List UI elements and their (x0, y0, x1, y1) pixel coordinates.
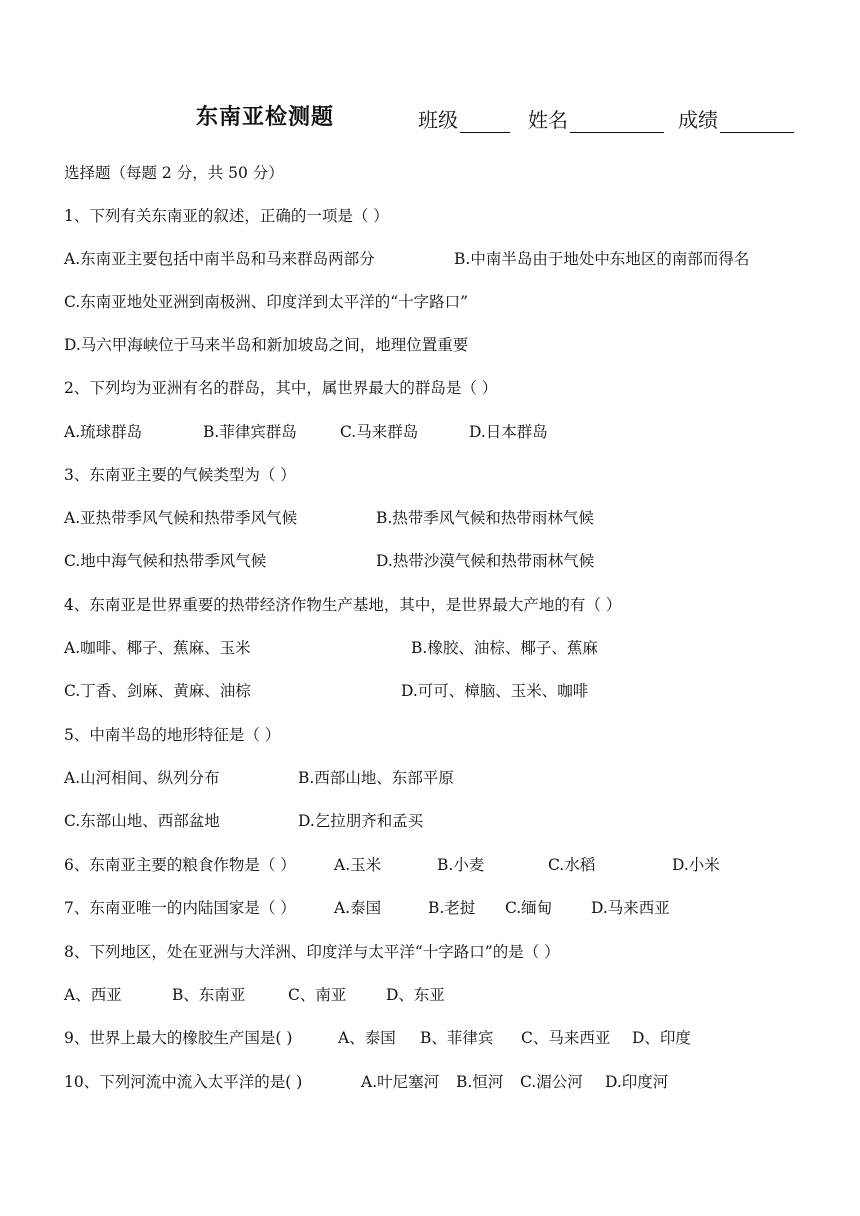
question-4-option-c[interactable]: C.丁香、剑麻、黄麻、油棕 (64, 682, 251, 700)
class-field (418, 104, 510, 133)
question-10-option-d[interactable]: D.印度河 (605, 1073, 669, 1091)
question-2-option-a[interactable]: A.琉球群岛 (64, 423, 143, 441)
name-label: 姓名 (528, 108, 568, 132)
question-6 (64, 853, 720, 875)
question-8-option-d[interactable]: D、东亚 (386, 986, 445, 1004)
question-1-option-a[interactable]: A.东南亚主要包括中南半岛和马来群岛两部分 (64, 250, 375, 268)
question-10-option-c[interactable]: C.湄公河 (520, 1073, 583, 1091)
question-1-option-c[interactable]: C.东南亚地处亚洲到南极洲、印度洋到太平洋的“十字路口” (64, 293, 469, 311)
question-4-option-b[interactable]: B.橡胶、油棕、椰子、蕉麻 (411, 639, 598, 657)
section-heading: 选择题（每题 2 分，共 50 分） (64, 164, 284, 182)
question-7-option-c[interactable]: C.缅甸 (505, 899, 553, 917)
question-3-stem: 3、东南亚主要的气候类型为（ ） (64, 466, 296, 484)
question-5-stem: 5、中南半岛的地形特征是（ ） (64, 726, 281, 744)
question-9-option-b[interactable]: B、菲律宾 (420, 1029, 494, 1047)
question-7-option-d[interactable]: D.马来西亚 (591, 899, 670, 917)
score-field (678, 104, 794, 133)
name-field (528, 104, 664, 133)
question-4-option-a[interactable]: A.咖啡、椰子、蕉麻、玉米 (64, 639, 251, 657)
question-1-stem: 1、下列有关东南亚的叙述，正确的一项是（ ） (64, 207, 389, 225)
question-6-option-c[interactable]: C.水稻 (548, 856, 596, 874)
question-2-stem: 2、下列均为亚洲有名的群岛，其中，属世界最大的群岛是（ ） (64, 379, 498, 397)
question-1-option-d[interactable]: D.马六甲海峡位于马来半岛和新加坡岛之间，地理位置重要 (64, 336, 469, 354)
question-3-option-d[interactable]: D.热带沙漠气候和热带雨林气候 (376, 552, 595, 570)
question-3-option-b[interactable]: B.热带季风气候和热带雨林气候 (376, 509, 594, 527)
score-label: 成绩 (678, 108, 718, 132)
question-8-stem: 8、下列地区，处在亚洲与大洋洲、印度洋与太平洋“十字路口”的是（ ） (64, 943, 560, 961)
question-5-option-b[interactable]: B.西部山地、东部平原 (298, 769, 454, 787)
question-1-option-b[interactable]: B.中南半岛由于地处中东地区的南部而得名 (454, 250, 750, 268)
class-label: 班级 (418, 108, 458, 132)
question-10-stem: 10、下列河流中流入太平洋的是( ) (64, 1073, 303, 1091)
question-9-option-a[interactable]: A、泰国 (338, 1029, 396, 1047)
question-6-option-d[interactable]: D.小米 (672, 856, 720, 874)
question-9-option-d[interactable]: D、印度 (632, 1029, 691, 1047)
question-9-stem: 9、世界上最大的橡胶生产国是( ) (64, 1029, 293, 1047)
question-6-option-b[interactable]: B.小麦 (437, 856, 485, 874)
question-8-option-c[interactable]: C、南亚 (288, 986, 347, 1004)
question-9 (64, 1026, 691, 1048)
question-9-option-c[interactable]: C、马来西亚 (521, 1029, 611, 1047)
question-8-option-b[interactable]: B、东南亚 (172, 986, 246, 1004)
question-6-stem: 6、东南亚主要的粮食作物是（ ） (64, 856, 296, 874)
question-10-option-b[interactable]: B.恒河 (456, 1073, 504, 1091)
page-title: 东南亚检测题 (196, 104, 335, 130)
class-blank[interactable] (460, 112, 510, 133)
question-8-option-a[interactable]: A、西亚 (64, 986, 122, 1004)
question-7-stem: 7、东南亚唯一的内陆国家是（ ） (64, 899, 296, 917)
worksheet-header (0, 100, 860, 136)
question-3-option-a[interactable]: A.亚热带季风气候和热带季风气候 (64, 509, 298, 527)
question-4-option-d[interactable]: D.可可、樟脑、玉米、咖啡 (401, 682, 589, 700)
question-5-option-a[interactable]: A.山河相间、纵列分布 (64, 769, 220, 787)
question-5-option-c[interactable]: C.东部山地、西部盆地 (64, 812, 220, 830)
question-2-option-b[interactable]: B.菲律宾群岛 (203, 423, 297, 441)
question-7-option-b[interactable]: B.老挝 (428, 899, 476, 917)
question-4-stem: 4、东南亚是世界重要的热带经济作物生产基地，其中，是世界最大产地的有（ ） (64, 596, 622, 614)
score-blank[interactable] (720, 112, 794, 133)
question-7-option-a[interactable]: A.泰国 (334, 899, 382, 917)
question-2-option-d[interactable]: D.日本群岛 (469, 423, 548, 441)
question-7 (64, 896, 670, 918)
question-3-option-c[interactable]: C.地中海气候和热带季风气候 (64, 552, 267, 570)
question-10 (64, 1070, 669, 1092)
question-5-option-d[interactable]: D.乞拉朋齐和孟买 (298, 812, 424, 830)
question-2-option-c[interactable]: C.马来群岛 (340, 423, 419, 441)
question-10-option-a[interactable]: A.叶尼塞河 (361, 1073, 440, 1091)
name-blank[interactable] (570, 112, 664, 133)
question-6-option-a[interactable]: A.玉米 (334, 856, 382, 874)
